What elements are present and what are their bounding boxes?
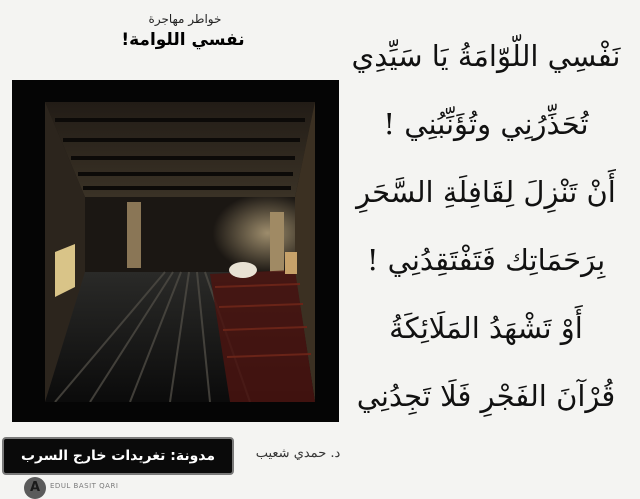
poem-line: بِرَحَمَاتِك فَتَفْتَقِدُنِي ! <box>366 243 606 277</box>
watermark-text: EDUL BASIT QARI <box>50 482 119 490</box>
mosque-interior-photo <box>45 102 315 402</box>
blog-badge: مدونة: تغريدات خارج السرب <box>2 437 234 475</box>
poem <box>340 22 632 430</box>
poem-line: تُحَذِّرُنِي وتُؤَنِّبُنِي ! <box>383 107 589 141</box>
mosque-interior-illustration <box>45 102 315 402</box>
header-title: نفسي اللوامة! <box>121 30 245 50</box>
poem-line: أَنْ تَنْزِلَ لِقَافِلَةِ السَّحَرِ <box>356 175 616 209</box>
watermark-logo: A <box>24 477 46 499</box>
header-subtitle: خواطر مهاجرة <box>148 12 222 26</box>
poem-line: قُرْآنَ الفَجْرِ فَلَا تَجِدُنِي <box>356 379 616 413</box>
poem-line: نَفْسِي اللّوّامَةُ يَا سَيِّدِي <box>351 39 621 73</box>
poem-line: أَوْ تَشْهَدُ المَلَائِكَةُ <box>389 311 583 345</box>
author-signature: د. حمدي شعيب <box>255 446 341 461</box>
